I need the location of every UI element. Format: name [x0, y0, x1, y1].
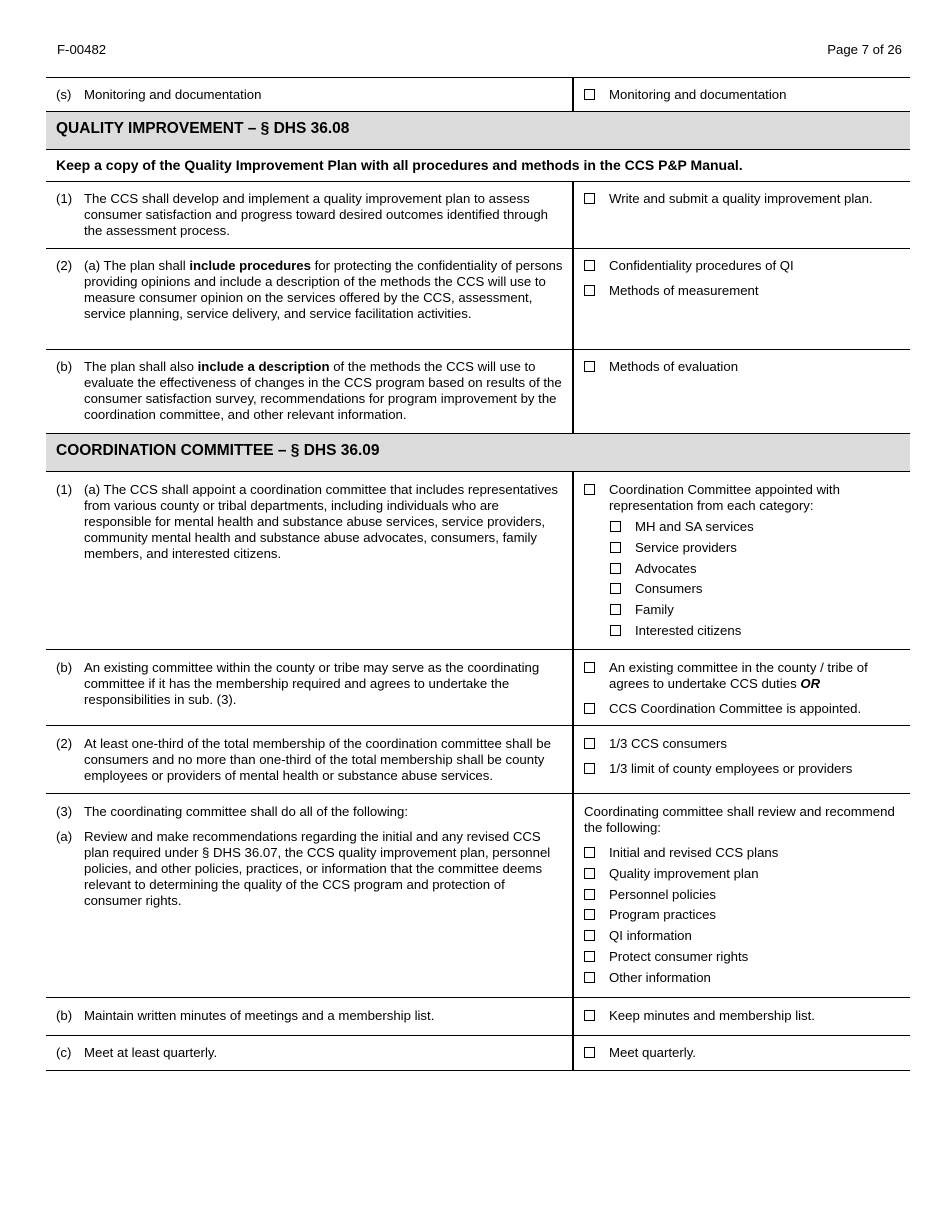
- table-row: (c) Meet at least quarterly. Meet quarterly.: [46, 1036, 910, 1071]
- checkbox[interactable]: [584, 909, 595, 920]
- checkbox[interactable]: [584, 868, 595, 879]
- checkbox[interactable]: [584, 972, 595, 983]
- table-row: (b) Maintain written minutes of meetings and a membership list. Keep minutes and membership list.: [46, 998, 910, 1036]
- table-row: (2) At least one-third of the total membership of the coordination committee shall be consumers and no more than one-third of the total membership shall be county employees or providers of mental health or substance abuse services. 1/3 CCS consumers 1/3 limit of county employees or providers: [46, 726, 910, 794]
- checkbox[interactable]: [610, 521, 621, 532]
- checkbox[interactable]: [584, 193, 595, 204]
- checkbox[interactable]: [584, 951, 595, 962]
- checkbox[interactable]: [584, 738, 595, 749]
- section-note: Keep a copy of the Quality Improvement Plan with all procedures and methods in the CCS P&P Manual.: [46, 150, 910, 182]
- checkbox[interactable]: [584, 260, 595, 271]
- table-row: (1) (a) The CCS shall appoint a coordination committee that includes representatives from various county or tribal departments, including individuals who are responsible for mental health and substance abuse services, service providers, community mental health and substance abuse advocates, consumers, family members, and interested citizens. Coordination Committee appointed with representation from each category: MH and SA services Service providers Advocates Consumers Family Interested citizens: [46, 472, 910, 650]
- checkbox[interactable]: [610, 604, 621, 615]
- checkbox[interactable]: [584, 703, 595, 714]
- checkbox[interactable]: [584, 484, 595, 495]
- page-number: Page 7 of 26: [827, 42, 902, 57]
- table-row: (s) Monitoring and documentation Monitoring and documentation: [46, 78, 910, 112]
- checklist-table: [46, 77, 910, 1071]
- table-row: (1) The CCS shall develop and implement a quality improvement plan to assess consumer satisfaction and progress toward desired outcomes identified through the assessment process. Write and submit a quality improvement plan.: [46, 182, 910, 249]
- section-header-coordination-committee: COORDINATION COMMITTEE – § DHS 36.09: [46, 434, 910, 472]
- checkbox[interactable]: [584, 763, 595, 774]
- checkbox[interactable]: [584, 89, 595, 100]
- checkbox[interactable]: [610, 542, 621, 553]
- checkbox[interactable]: [610, 625, 621, 636]
- table-row: (b) The plan shall also include a description of the methods the CCS will use to evaluate the effectiveness of changes in the CCS program based on results of the consumer satisfaction survey, recommendations for program improvement by the coordination committee, and other relevant information. Methods of evaluation: [46, 350, 910, 434]
- checkbox[interactable]: [610, 563, 621, 574]
- checkbox[interactable]: [584, 361, 595, 372]
- checkbox[interactable]: [584, 285, 595, 296]
- checkbox[interactable]: [584, 1047, 595, 1058]
- review-list: Initial and revised CCS plans Quality improvement plan Personnel policies Program practices QI information Protect consumer rights Other information: [574, 836, 910, 986]
- page-header: [57, 42, 902, 60]
- table-row: (b) An existing committee within the county or tribe may serve as the coordinating committee if it has the membership required and agrees to undertake the responsibilities in sub. (3). An existing committee in the county / tribe of agrees to undertake CCS duties OR CCS Coordination Committee is appointed.: [46, 650, 910, 726]
- checkbox[interactable]: [584, 662, 595, 673]
- checkbox[interactable]: [584, 889, 595, 900]
- checkbox[interactable]: [584, 847, 595, 858]
- table-row: (3) The coordinating committee shall do all of the following: (a) Review and make recommendations regarding the initial and any revised CCS plan required under § DHS 36.07, the CCS quality improvement plan, personnel policies, and other policies, practices, or information that the committee deems relevant to determining the quality of the CCS program and protection of consumer rights. Coordinating committee shall review and recommend the following: Initial and revised CCS plans Quality improvement plan Personnel policies Program practices QI information Protect consumer rights Other information: [46, 794, 910, 998]
- section-header-quality-improvement: QUALITY IMPROVEMENT – § DHS 36.08: [46, 112, 910, 150]
- checkbox[interactable]: [584, 930, 595, 941]
- representation-list: MH and SA services Service providers Advocates Consumers Family Interested citizens: [574, 519, 910, 639]
- checkbox[interactable]: [610, 583, 621, 594]
- table-row: (2) (a) The plan shall include procedures for protecting the confidentiality of persons providing opinions and include a description of the methods the CCS will use to measure consumer opinion on the services offered by the CCS, assessment, service planning, service delivery, and service facilitation activities. Confidentiality procedures of QI Methods of measurement: [46, 249, 910, 350]
- checkbox[interactable]: [584, 1010, 595, 1021]
- form-id: F-00482: [57, 42, 107, 57]
